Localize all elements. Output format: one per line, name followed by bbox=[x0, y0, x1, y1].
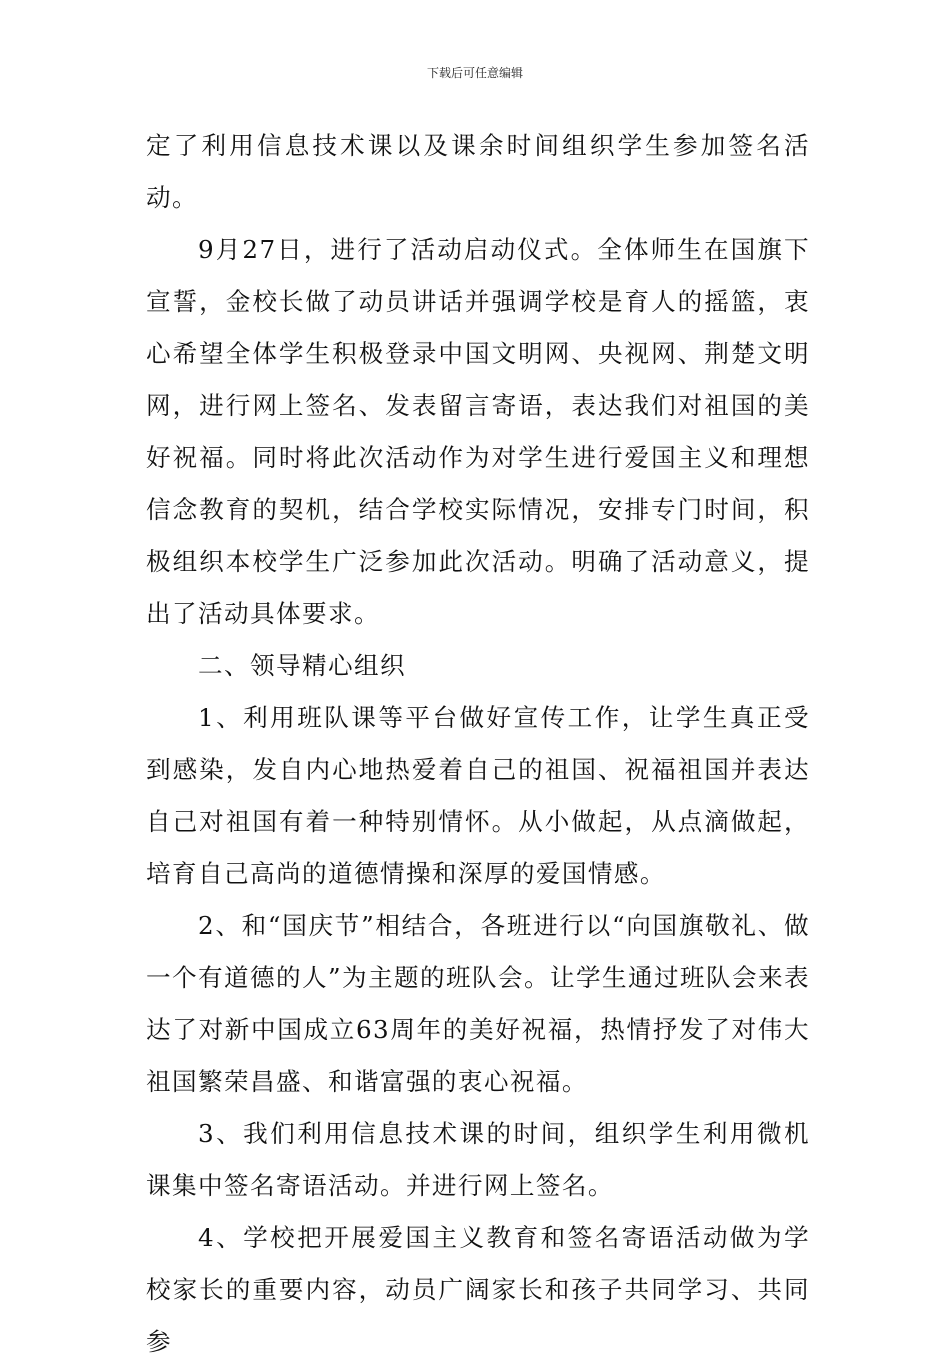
section-heading-leadership: 二、领导精心组织 bbox=[198, 651, 406, 680]
paragraph-item-2: 2、和“国庆节”相结合，各班进行以“向国旗敬礼、做一个有道德的人”为主题的班队会。让学生通过班队会来表达了对新中国成立63周年的美好祝福，热情抒发了对伟大祖国繁荣昌盛、和谐富强的衷心祝福。 bbox=[146, 911, 810, 1096]
paragraph-launch-ceremony: 9月27日，进行了活动启动仪式。全体师生在国旗下宣誓，金校长做了动员讲话并强调学校是育人的摇篮，衷心希望全体学生积极登录中国文明网、央视网、荆楚文明网，进行网上签名、发表留言寄语，表达我们对祖国的美好祝福。同时将此次活动作为对学生进行爱国主义和理想信念教育的契机，结合学校实际情况，安排专门时间，积极组织本校学生广泛参加此次活动。明确了活动意义，提出了活动具体要求。 bbox=[146, 235, 810, 628]
paragraph-item-3: 3、我们利用信息技术课的时间，组织学生利用微机课集中签名寄语活动。并进行网上签名。 bbox=[146, 1119, 810, 1200]
paragraph-item-1: 1、利用班队课等平台做好宣传工作，让学生真正受到感染，发自内心地热爱着自己的祖国、祝福祖国并表达自己对祖国有着一种特别情怀。从小做起，从点滴做起，培育自己高尚的道德情操和深厚的爱国情感。 bbox=[146, 703, 810, 888]
page-header-note: 下载后可任意编辑 bbox=[426, 66, 523, 80]
paragraph-continuation: 定了利用信息技术课以及课余时间组织学生参加签名活动。 bbox=[146, 131, 810, 212]
paragraph-item-4: 4、学校把开展爱国主义教育和签名寄语活动做为学校家长的重要内容，动员广阔家长和孩子共同学习、共同参 bbox=[146, 1223, 810, 1356]
document-body bbox=[146, 120, 810, 1368]
